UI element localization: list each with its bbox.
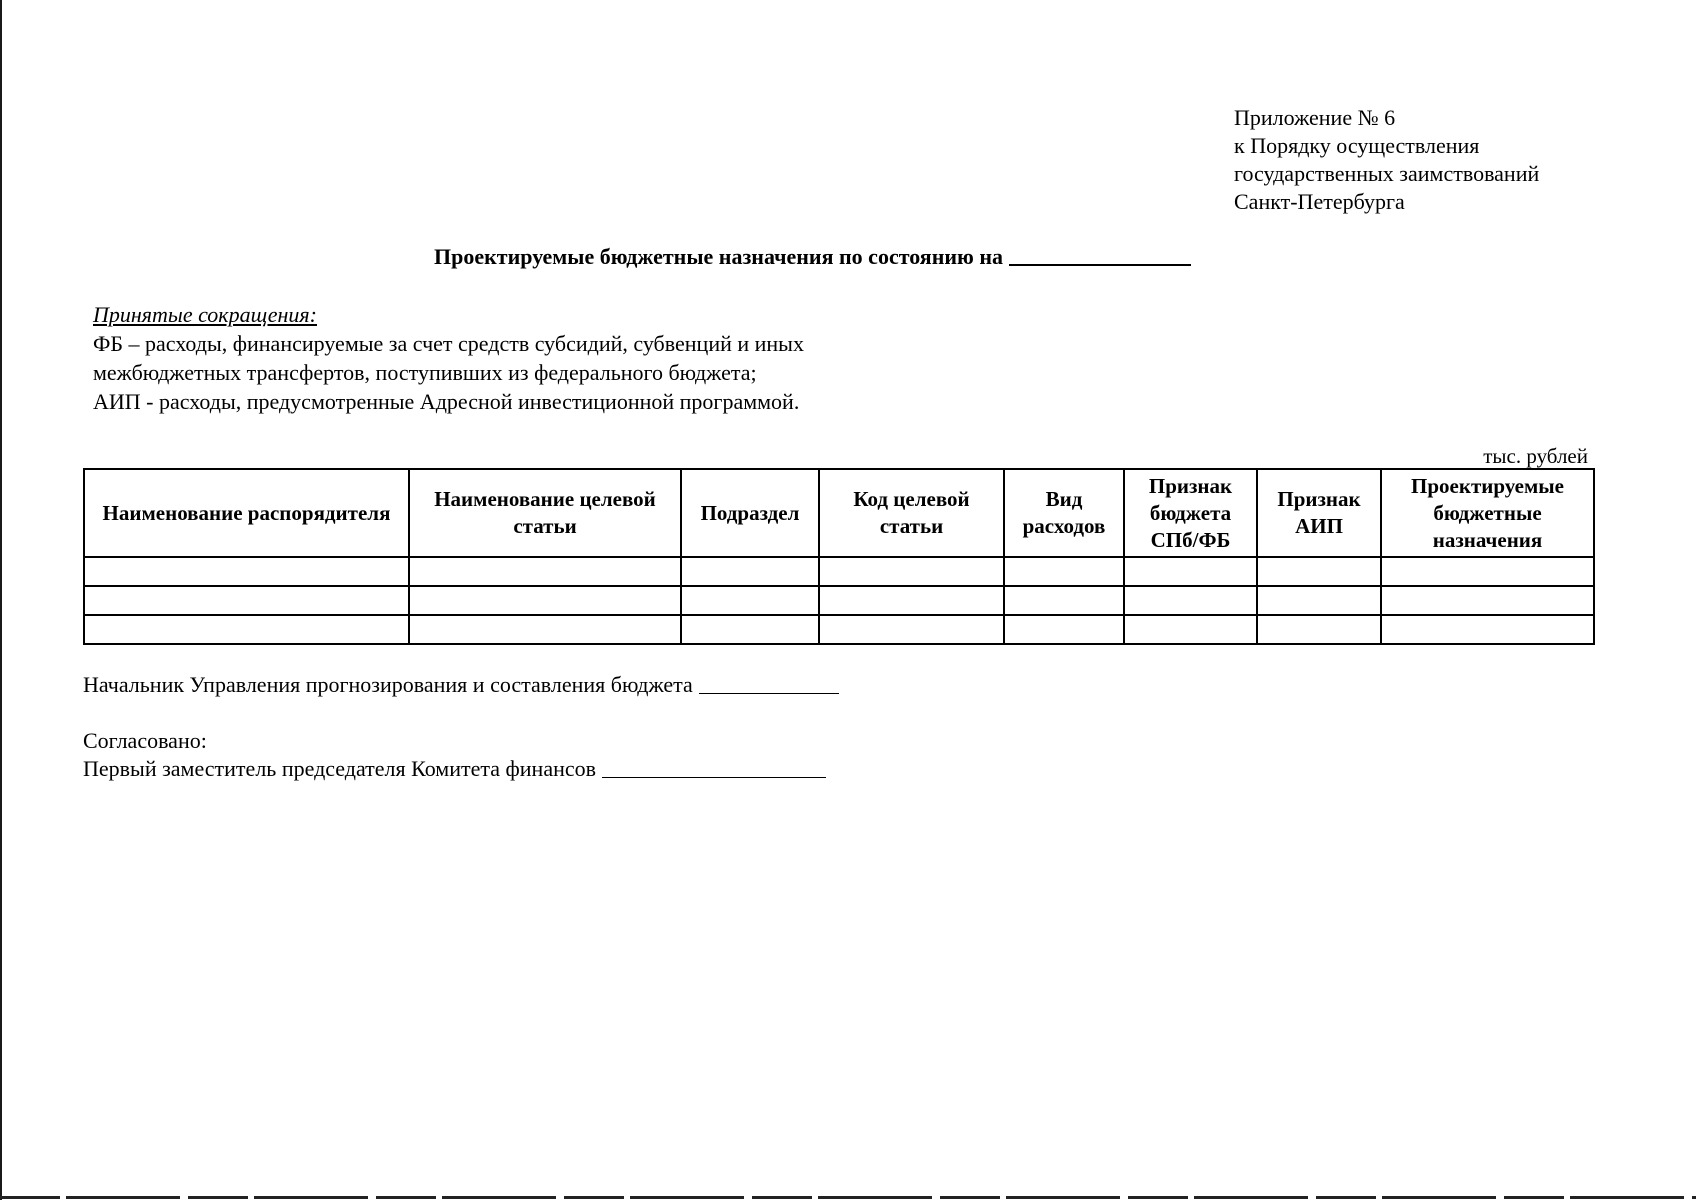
table-cell (1257, 586, 1381, 615)
table-cell (1124, 615, 1257, 644)
appendix-line: к Порядку осуществления (1234, 133, 1480, 158)
table-row (84, 615, 1594, 644)
units-label: тыс. рублей (1483, 444, 1588, 468)
table-cell (1124, 586, 1257, 615)
table-cell (681, 557, 819, 586)
table-cell (1004, 615, 1124, 644)
document-title-text: Проектируемые бюджетные назначения по состоянию на (434, 244, 1004, 269)
header-cell: Код целевой статьи (819, 469, 1004, 557)
abbreviation-line: АИП - расходы, предусмотренные Адресной инвестиционной программой. (93, 389, 800, 414)
header-cell: Признак бюджета СПб/ФБ (1124, 469, 1257, 557)
table-cell (1257, 615, 1381, 644)
head-signature-line (83, 672, 839, 698)
appendix-line: Приложение № 6 (1234, 105, 1396, 130)
table-cell (819, 557, 1004, 586)
abbreviation-line: межбюджетных трансфертов, поступивших из федерального бюджета; (93, 360, 757, 385)
appendix-reference (1234, 104, 1539, 216)
table-cell (409, 557, 681, 586)
agreed-label: Согласовано: (83, 728, 207, 753)
appendix-line: государственных заимствований (1234, 161, 1540, 186)
head-signature-label: Начальник Управления прогнозирования и составления бюджета (83, 672, 693, 697)
table-cell (409, 615, 681, 644)
budget-table (83, 468, 1595, 645)
table-cell (819, 586, 1004, 615)
header-cell: Наименование распорядителя (84, 469, 409, 557)
table-cell (84, 586, 409, 615)
header-cell: Признак АИП (1257, 469, 1381, 557)
table-cell (1004, 586, 1124, 615)
header-cell: Подраздел (681, 469, 819, 557)
table-cell (681, 615, 819, 644)
deputy-signature-label: Первый заместитель председателя Комитета финансов (83, 756, 597, 781)
table-cell (1124, 557, 1257, 586)
abbreviations-heading: Принятые сокращения: (93, 302, 317, 327)
deputy-signature-line (83, 756, 826, 782)
deputy-signature-blank (602, 777, 826, 778)
table-header-row (84, 469, 1594, 557)
table-row (84, 586, 1594, 615)
table-cell (1381, 586, 1594, 615)
table-cell (1381, 557, 1594, 586)
header-cell: Проектируемые бюджетные назначения (1381, 469, 1594, 557)
appendix-line: Санкт-Петербурга (1234, 189, 1405, 214)
abbreviation-line: ФБ – расходы, финансируемые за счет средств субсидий, субвенций и иных (93, 331, 804, 356)
table-cell (681, 586, 819, 615)
table-cell (409, 586, 681, 615)
abbreviations-block (93, 300, 804, 416)
date-blank-line (1009, 264, 1191, 266)
scan-edge-bottom (0, 1196, 1696, 1199)
head-signature-blank (699, 693, 839, 694)
document-title (434, 244, 1191, 270)
table-cell (1004, 557, 1124, 586)
table-cell (84, 615, 409, 644)
header-cell: Вид расходов (1004, 469, 1124, 557)
table-cell (819, 615, 1004, 644)
header-cell: Наименование целевой статьи (409, 469, 681, 557)
table-cell (84, 557, 409, 586)
table-cell (1381, 615, 1594, 644)
scan-edge-left (0, 0, 2, 1200)
table-row (84, 557, 1594, 586)
table-cell (1257, 557, 1381, 586)
